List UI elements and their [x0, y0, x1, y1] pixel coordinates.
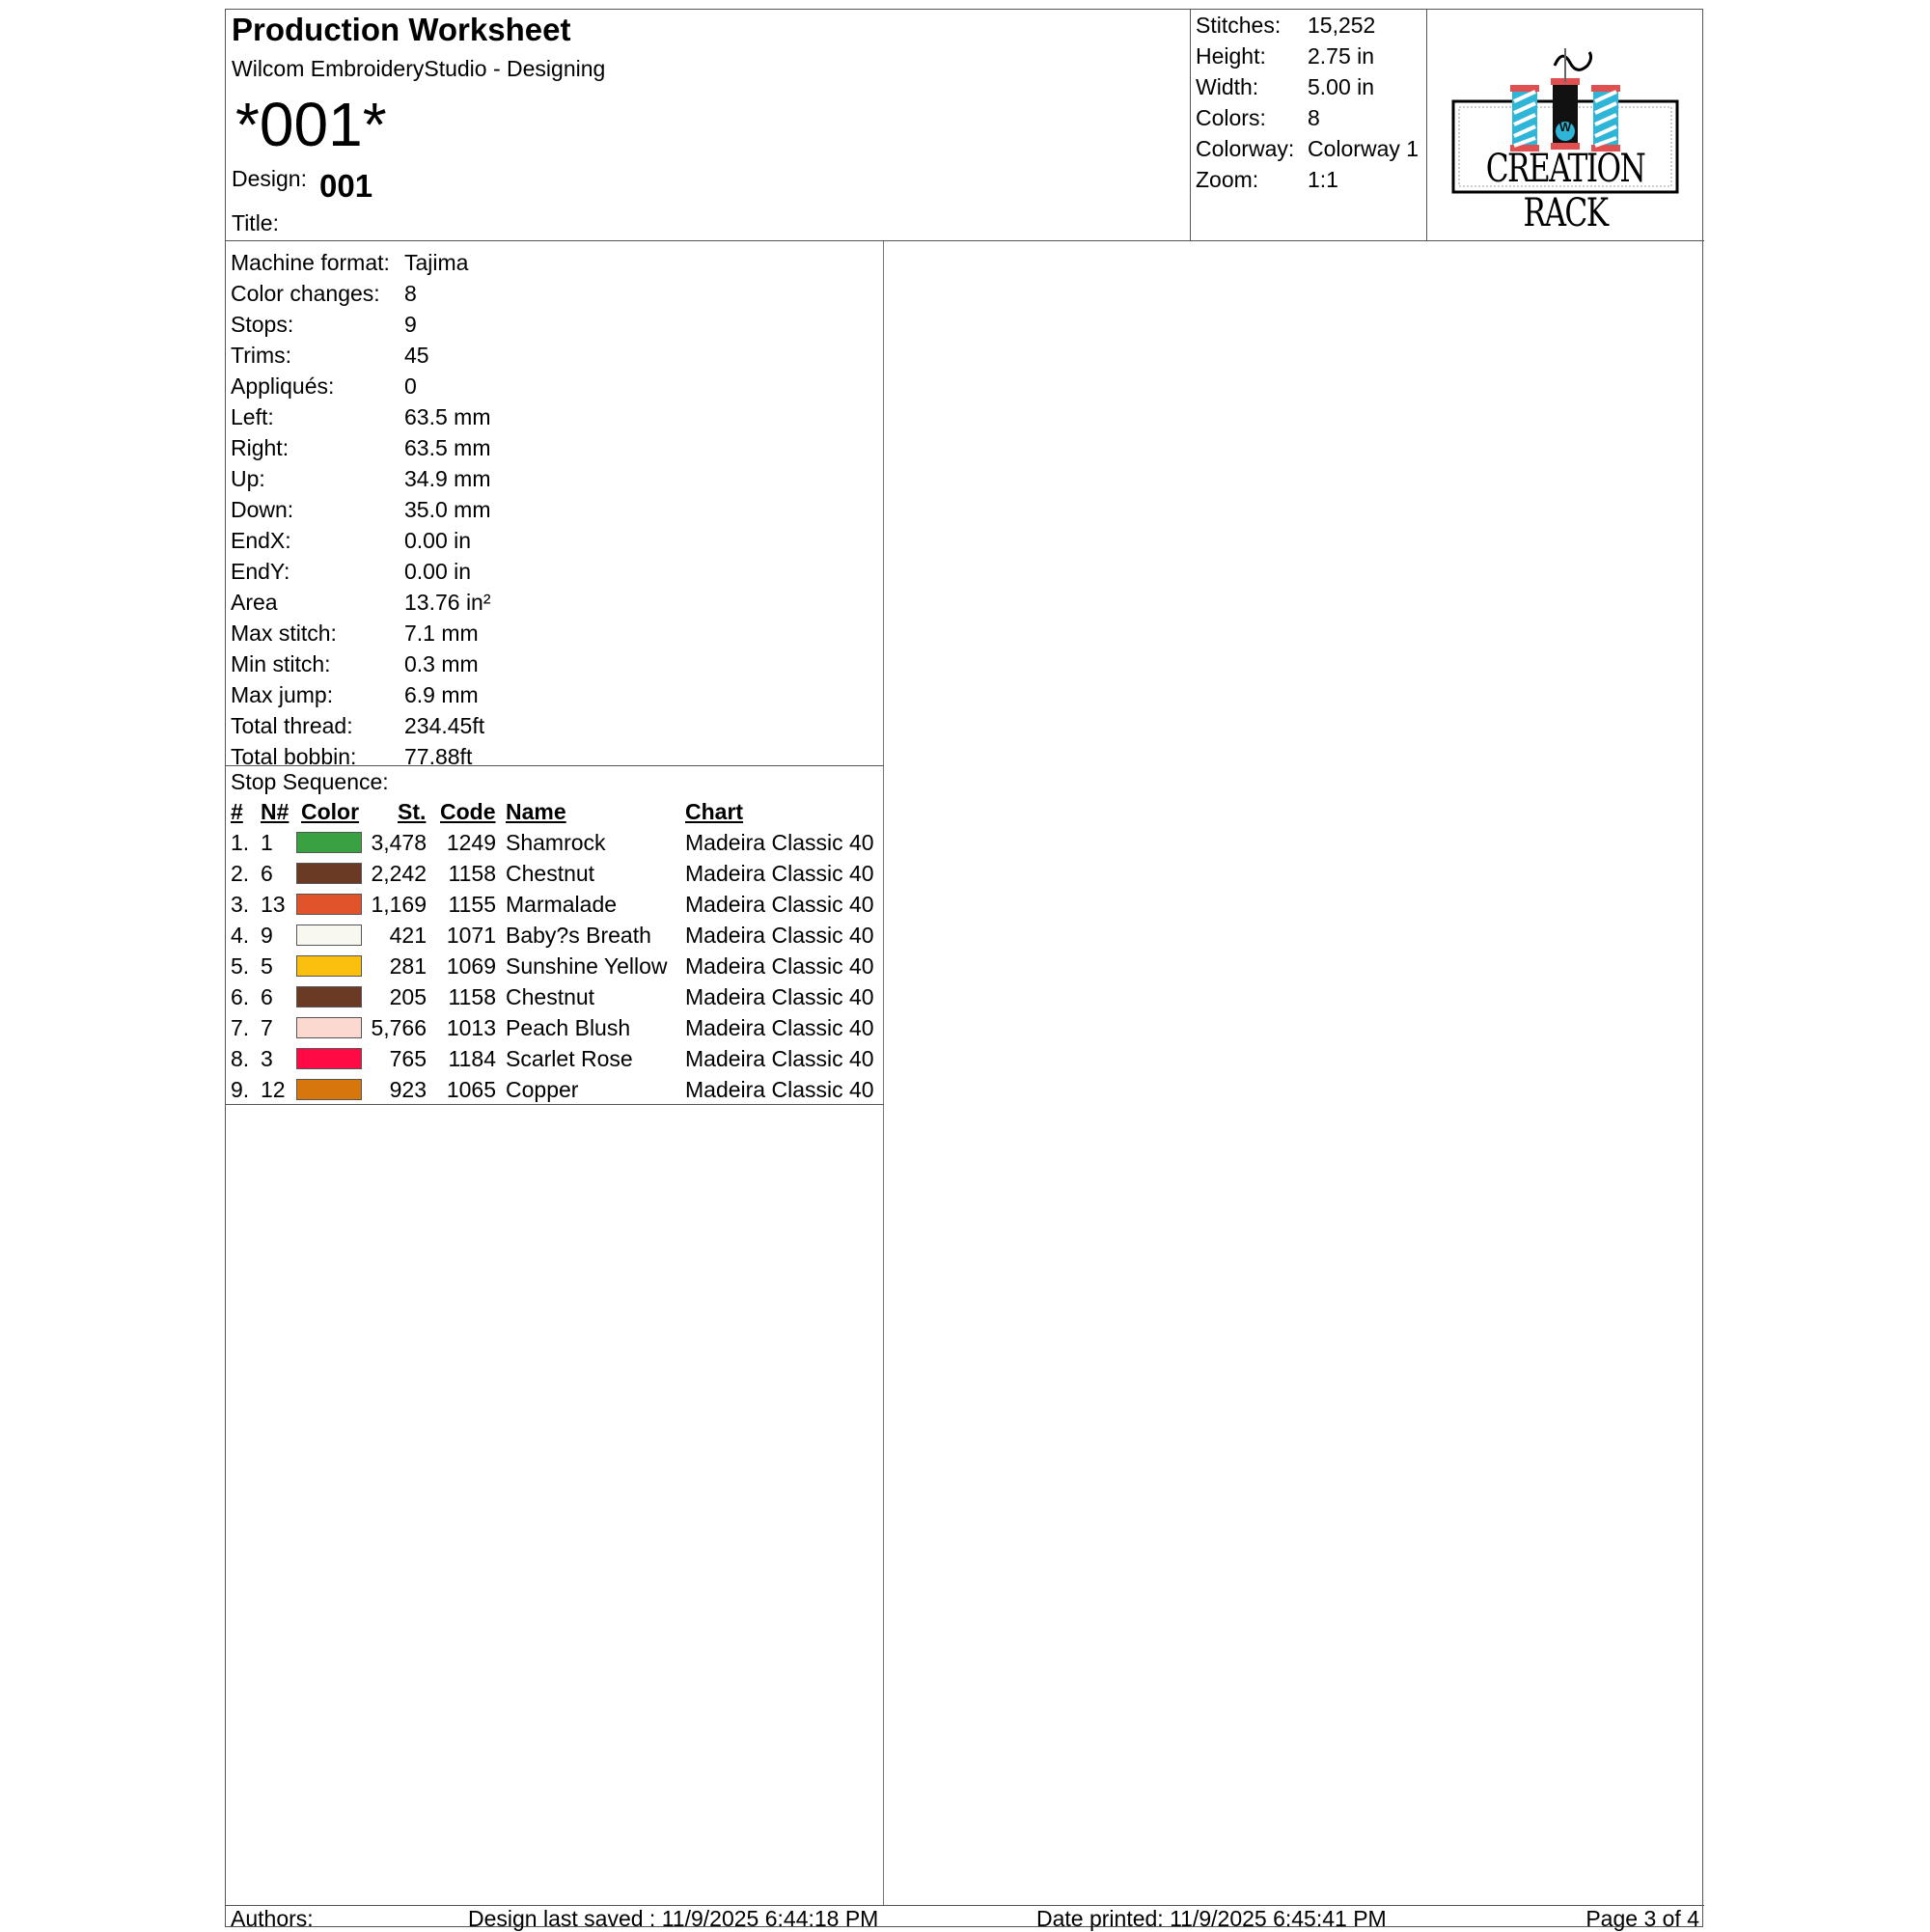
color-swatch [296, 863, 362, 884]
spec-key: EndY: [231, 559, 290, 584]
spec-value: Tajima [404, 250, 469, 275]
spec-key: Max stitch: [231, 621, 337, 646]
summary-key: Colors: [1196, 105, 1266, 130]
table-row [226, 861, 884, 892]
production-worksheet [225, 9, 1703, 1931]
spec-value: 63.5 mm [404, 404, 491, 429]
col-header-n: N# [261, 799, 290, 824]
summary-value: 8 [1308, 105, 1320, 130]
spec-key: Appliqués: [231, 373, 335, 399]
spec-value: 0.00 in [404, 528, 472, 553]
spec-key: Total bobbin: [231, 744, 357, 769]
spec-key: Stops: [231, 312, 294, 337]
summary-key: Colorway: [1196, 136, 1295, 161]
row-number: 2. [231, 861, 250, 886]
logo-text: CREATION RACK [1485, 147, 1645, 235]
row-number: 5. [231, 953, 250, 979]
spec-key: Color changes: [231, 281, 380, 306]
row-code: 1158 [448, 861, 496, 886]
header-info [226, 10, 1191, 241]
row-code: 1184 [448, 1046, 496, 1071]
row-stitches: 5,766 [371, 1015, 427, 1040]
row-stitches: 421 [389, 923, 427, 948]
row-chart: Madeira Classic 40 [685, 984, 874, 1009]
footer-date-printed: Date printed: 11/9/2025 6:45:41 PM [1036, 1906, 1387, 1931]
row-code: 1069 [446, 953, 496, 979]
row-stitches: 923 [389, 1077, 427, 1102]
color-swatch [296, 1079, 362, 1100]
spec-key: EndX: [231, 528, 291, 553]
row-number: 4. [231, 923, 250, 948]
title-label: Title: [232, 210, 279, 235]
row-number: 9. [231, 1077, 250, 1102]
design-label: Design: [232, 166, 307, 191]
spec-key: Up: [231, 466, 265, 491]
table-row [226, 830, 884, 861]
row-code: 1013 [446, 1015, 496, 1040]
row-stitches: 3,478 [371, 830, 427, 855]
row-needle: 1 [261, 830, 273, 855]
table-row [226, 984, 884, 1015]
row-name: Marmalade [506, 892, 618, 917]
design-summary [1191, 10, 1427, 241]
spec-key: Trims: [231, 343, 292, 368]
row-needle: 9 [261, 923, 273, 948]
row-code: 1071 [446, 923, 496, 948]
spec-value: 0.3 mm [404, 651, 479, 676]
row-chart: Madeira Classic 40 [685, 1015, 874, 1040]
summary-key: Width: [1196, 74, 1259, 99]
row-name: Peach Blush [506, 1015, 631, 1040]
col-header-num: # [231, 799, 243, 824]
spec-key: Machine format: [231, 250, 390, 275]
table-row [226, 1015, 884, 1046]
row-needle: 12 [261, 1077, 286, 1102]
col-header-chart: Chart [685, 799, 744, 824]
spec-value: 6.9 mm [404, 682, 479, 707]
spec-value: 63.5 mm [404, 435, 491, 460]
color-swatch [296, 832, 362, 853]
logo-badge-text: W [1558, 120, 1572, 134]
col-header-name: Name [506, 799, 566, 824]
row-name: Copper [506, 1077, 579, 1102]
row-code: 1158 [448, 984, 496, 1009]
row-needle: 13 [261, 892, 286, 917]
color-swatch [296, 1048, 362, 1069]
table-row [226, 1077, 884, 1108]
spec-value: 8 [404, 281, 417, 306]
page-title: Production Worksheet [232, 12, 571, 47]
summary-value: 15,252 [1308, 13, 1376, 38]
footer-last-saved: Design last saved : 11/9/2025 6:44:18 PM [468, 1906, 879, 1931]
summary-key: Zoom: [1196, 167, 1259, 192]
spec-key: Right: [231, 435, 290, 460]
row-name: Scarlet Rose [506, 1046, 633, 1071]
row-chart: Madeira Classic 40 [685, 892, 874, 917]
creation-rack-logo [1427, 10, 1702, 241]
color-swatch [296, 925, 362, 946]
worksheet-footer [226, 1905, 1704, 1931]
footer-page-number: Page 3 of 4 [1585, 1906, 1699, 1931]
summary-key: Height: [1196, 43, 1266, 69]
table-row [226, 1046, 884, 1077]
row-chart: Madeira Classic 40 [685, 923, 874, 948]
row-chart: Madeira Classic 40 [685, 830, 874, 855]
table-row [226, 953, 884, 984]
color-swatch [296, 1017, 362, 1038]
spec-key: Down: [231, 497, 294, 522]
row-name: Shamrock [506, 830, 606, 855]
row-number: 1. [231, 830, 250, 855]
summary-value: 2.75 in [1308, 43, 1375, 69]
row-name: Chestnut [506, 861, 595, 886]
spec-value: 45 [404, 343, 429, 368]
color-swatch [296, 955, 362, 977]
summary-value: Colorway 1 [1308, 136, 1420, 161]
footer-authors: Authors: [231, 1906, 314, 1931]
worksheet-header [226, 10, 1704, 241]
row-needle: 3 [261, 1046, 273, 1071]
col-header-color: Color [301, 799, 360, 824]
spec-key: Max jump: [231, 682, 334, 707]
app-subtitle: Wilcom EmbroideryStudio - Designing [232, 56, 606, 81]
design-value: 001 [319, 168, 373, 204]
stop-sequence-table [226, 765, 884, 1105]
row-code: 1155 [448, 892, 496, 917]
row-name: Sunshine Yellow [506, 953, 668, 979]
spec-value: 0.00 in [404, 559, 472, 584]
summary-key: Stitches: [1196, 13, 1282, 38]
spec-value: 34.9 mm [404, 466, 491, 491]
spec-value: 0 [404, 373, 417, 399]
row-chart: Madeira Classic 40 [685, 861, 874, 886]
row-chart: Madeira Classic 40 [685, 1077, 874, 1102]
spec-key: Left: [231, 404, 274, 429]
row-stitches: 281 [389, 953, 427, 979]
table-row [226, 923, 884, 953]
col-header-st: St. [398, 799, 427, 824]
row-stitches: 1,169 [371, 892, 427, 917]
row-stitches: 2,242 [371, 861, 427, 886]
spec-key: Total thread: [231, 713, 353, 738]
spec-value: 7.1 mm [404, 621, 479, 646]
stop-sequence-title: Stop Sequence: [231, 769, 389, 794]
spec-key: Min stitch: [231, 651, 331, 676]
design-specs-column [226, 241, 884, 1905]
color-swatch [296, 894, 362, 915]
spec-value: 13.76 in² [404, 590, 491, 615]
row-code: 1249 [446, 830, 496, 855]
row-name: Baby?s Breath [506, 923, 651, 948]
row-stitches: 205 [389, 984, 427, 1009]
color-swatch [296, 986, 362, 1007]
spec-value: 9 [404, 312, 417, 337]
row-stitches: 765 [389, 1046, 427, 1071]
col-header-code: Code [440, 799, 496, 824]
summary-value: 5.00 in [1308, 74, 1375, 99]
table-row [226, 892, 884, 923]
row-needle: 6 [261, 984, 273, 1009]
spec-key: Area [231, 590, 278, 615]
row-number: 8. [231, 1046, 250, 1071]
design-barcode-text: *001* [235, 90, 387, 159]
row-needle: 7 [261, 1015, 273, 1040]
row-chart: Madeira Classic 40 [685, 953, 874, 979]
spec-value: 234.45ft [404, 713, 485, 738]
row-number: 7. [231, 1015, 250, 1040]
summary-value: 1:1 [1308, 167, 1338, 192]
row-number: 6. [231, 984, 250, 1009]
spec-value: 35.0 mm [404, 497, 491, 522]
row-code: 1065 [446, 1077, 496, 1102]
row-needle: 6 [261, 861, 273, 886]
spec-value: 77.88ft [404, 744, 473, 769]
row-name: Chestnut [506, 984, 595, 1009]
row-number: 3. [231, 892, 250, 917]
row-chart: Madeira Classic 40 [685, 1046, 874, 1071]
row-needle: 5 [261, 953, 273, 979]
